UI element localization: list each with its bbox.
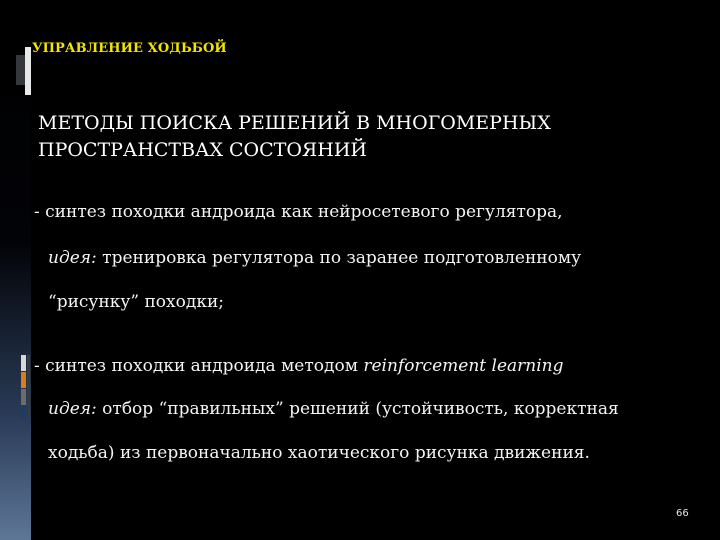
decorative-block-orange xyxy=(21,372,26,388)
decorative-block-light xyxy=(21,355,26,371)
bullet-1-idea xyxy=(48,248,581,268)
bullet-2-prefix: - синтез походки андроида методом xyxy=(34,356,364,376)
decorative-bar-line xyxy=(27,355,30,418)
bullet-2-italic-term: reinforcement learning xyxy=(363,356,564,376)
bullet-2-idea xyxy=(48,399,619,419)
bullet-1-idea-continuation: “рисунку” походки; xyxy=(48,292,225,312)
page-number: 66 xyxy=(676,508,689,519)
bullet-2-text xyxy=(34,356,563,376)
bullet-1-text: - синтез походки андроида как нейросетевого регулятора, xyxy=(34,202,563,222)
decorative-block-blue xyxy=(21,406,26,418)
slide-title: УПРАВЛЕНИЕ ХОДЬБОЙ xyxy=(32,41,227,56)
bullet-2-idea-continuation: ходьба) из первоначально хаотического рисунка движения. xyxy=(48,443,590,463)
idea-text: отбор “правильных” решений (устойчивость, корректная xyxy=(96,399,619,419)
decorative-bar-light xyxy=(25,47,31,95)
idea-label: идея: xyxy=(48,399,97,419)
section-heading: МЕТОДЫ ПОИСКА РЕШЕНИЙ В МНОГОМЕРНЫХ ПРОСТРАНСТВАХ СОСТОЯНИЙ xyxy=(38,112,551,161)
idea-label: идея: xyxy=(48,248,97,268)
decorative-block-gray xyxy=(21,389,26,405)
idea-text: тренировка регулятора по заранее подготовленному xyxy=(96,248,582,268)
